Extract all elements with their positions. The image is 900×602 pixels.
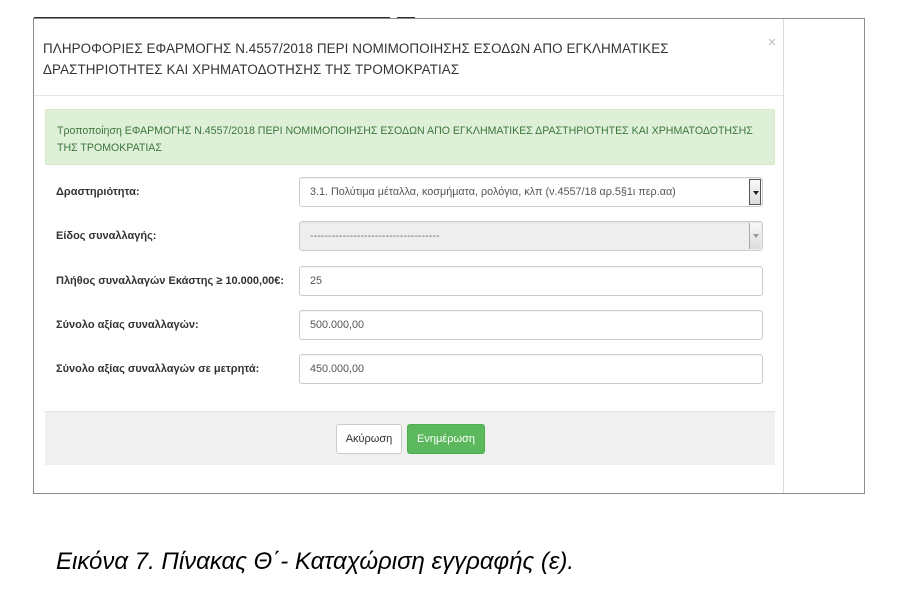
total-cash-value-input[interactable]: 450.000,00	[299, 354, 763, 384]
transaction-type-select	[299, 221, 763, 251]
modal-edge	[783, 19, 784, 494]
alert-text: Τροποποίηση ΕΦΑΡΜΟΓΗΣ Ν.4557/2018 ΠΕΡΙ ΝΟΜΙΜΟΠΟΙΗΣΗΣ ΕΣΟΔΩΝ ΑΠΟ ΕΓΚΛΗΜΑΤΙΚΕΣ ΔΡΑΣΤΗΡΙΟΤΗΤΕΣ ΚΑΙ ΧΡΗΜΑΤΟΔΟΤΗΣΗΣ ΤΗΣ ΤΡΟΜΟΚΡΑΤΙΑΣ	[57, 125, 753, 154]
info-alert	[45, 109, 775, 165]
figure-caption: Εικόνα 7. Πίνακας Θ΄- Καταχώριση εγγραφής (ε).	[56, 548, 575, 575]
modal-screenshot	[33, 18, 865, 494]
activity-select[interactable]	[299, 177, 763, 207]
form-row-total-value	[34, 310, 783, 344]
close-icon[interactable]: ×	[767, 34, 777, 51]
cancel-button[interactable]: Ακύρωση	[336, 424, 402, 454]
chevron-down-icon	[749, 223, 761, 249]
total-cash-value-label: Σύνολο αξίας συναλλαγών σε μετρητά:	[56, 363, 260, 375]
modal-title: ΠΛΗΡΟΦΟΡΙΕΣ ΕΦΑΡΜΟΓΗΣ Ν.4557/2018 ΠΕΡΙ ΝΟΜΙΜΟΠΟΙΗΣΗΣ ΕΣΟΔΩΝ ΑΠΟ ΕΓΚΛΗΜΑΤΙΚΕΣ ΔΡΑΣΤΗΡΙΟΤΗΤΕΣ ΚΑΙ ΧΡΗΜΑΤΟΔΟΤΗΣΗΣ ΤΗΣ ΤΡΟΜΟΚΡΑΤΙΑΣ	[43, 41, 669, 77]
transaction-type-select-value: ------------------------------------	[310, 230, 440, 242]
total-value-label: Σύνολο αξίας συναλλαγών:	[56, 319, 199, 331]
update-button[interactable]: Ενημέρωση	[407, 424, 485, 454]
transaction-type-label: Είδος συναλλαγής:	[56, 230, 157, 242]
activity-select-value: 3.1. Πολύτιμα μέταλλα, κοσμήματα, ρολόγια, κλπ (ν.4557/18 αρ.5§1ι περ.αα)	[310, 186, 676, 198]
chevron-down-icon[interactable]	[749, 179, 761, 205]
transaction-count-input[interactable]: 25	[299, 266, 763, 296]
form-row-activity	[34, 177, 783, 211]
form-row-transaction-type	[34, 221, 783, 255]
modal-footer	[45, 411, 775, 465]
total-value-input[interactable]: 500.000,00	[299, 310, 763, 340]
activity-label: Δραστηριότητα:	[56, 186, 140, 198]
form-row-total-cash-value	[34, 354, 783, 388]
form-row-transaction-count	[34, 266, 783, 300]
transaction-count-label: Πλήθος συναλλαγών Εκάστης ≥ 10.000,00€:	[56, 275, 285, 287]
modal-header	[34, 19, 783, 96]
